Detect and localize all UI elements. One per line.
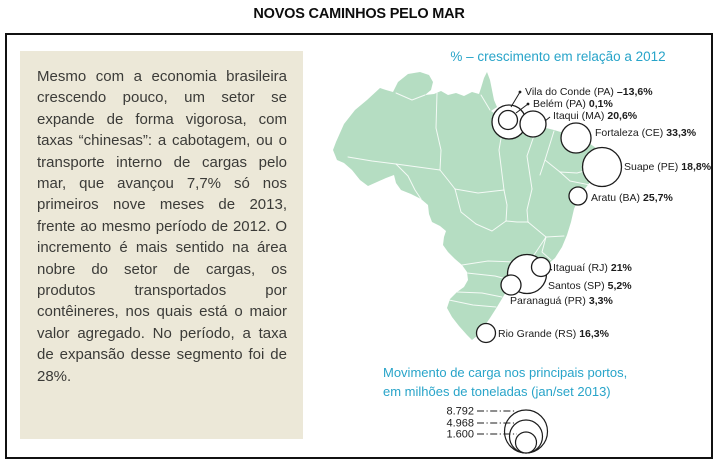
port-circle-paranagua [501,275,521,295]
port-label-suape: Suape (PE) 18,8% [624,161,712,173]
port-label-itaguai: Itaguaí (RJ) 21% [553,262,632,274]
port-label-rio-grande: Rio Grande (RS) 16,3% [498,328,609,340]
port-label-itaqui: Itaqui (MA) 20,6% [553,110,638,122]
leader-dot-vila-do-conde [519,91,522,94]
port-circle-belem [499,111,518,130]
port-circle-suape [583,148,622,187]
legend-title-line2: em milhões de toneladas (jan/set 2013) [383,384,611,399]
port-circle-itaqui [520,111,546,137]
port-label-vila-do-conde: Vila do Conde (PA) –13,6% [525,86,653,98]
port-label-belem: Belém (PA) 0,1% [533,98,613,110]
legend-circle-2 [516,432,537,453]
article-text: Mesmo com a economia brasileira crescendo pouco, um setor se expande de forma vigorosa, com taxas “chinesas”: a cabotagem, ou o transporte interno de cargas pelo mar, que avançou 7,7% só nos primeiros nove meses de 2013, frente ao mesmo período de 2012. O incremento é mais sentido na área nobre do setor de cargas, os produtos transportados por contêineres, nos quais está o maior valor agregado. No período, a taxa de expansão desse segmento foi de 28%. [37,68,287,385]
map-header: % – crescimento em relação a 2012 [450,49,666,64]
port-circle-aratu [569,187,587,205]
port-circle-itaguai [532,258,551,277]
page-title: NOVOS CAMINHOS PELO MAR [253,6,465,22]
legend-value-2: 1.600 [446,428,474,441]
legend-value-1: 4.968 [446,417,474,430]
legend-title-line1: Movimento de carga nos principais portos, [383,365,628,380]
leader-dot-belem [527,103,530,106]
port-circle-rio-grande [477,324,496,343]
legend-size-scale [446,406,547,454]
port-circle-fortaleza [561,123,591,153]
port-label-santos: Santos (SP) 5,2% [548,280,632,292]
leader-line-itaqui [545,117,550,121]
port-label-aratu: Aratu (BA) 25,7% [591,192,673,204]
port-label-paranagua: Paranaguá (PR) 3,3% [510,295,613,307]
leader-line-vila-do-conde [511,92,520,107]
port-label-fortaleza: Fortaleza (CE) 33,3% [595,127,697,139]
legend-value-0: 8.792 [446,405,474,418]
